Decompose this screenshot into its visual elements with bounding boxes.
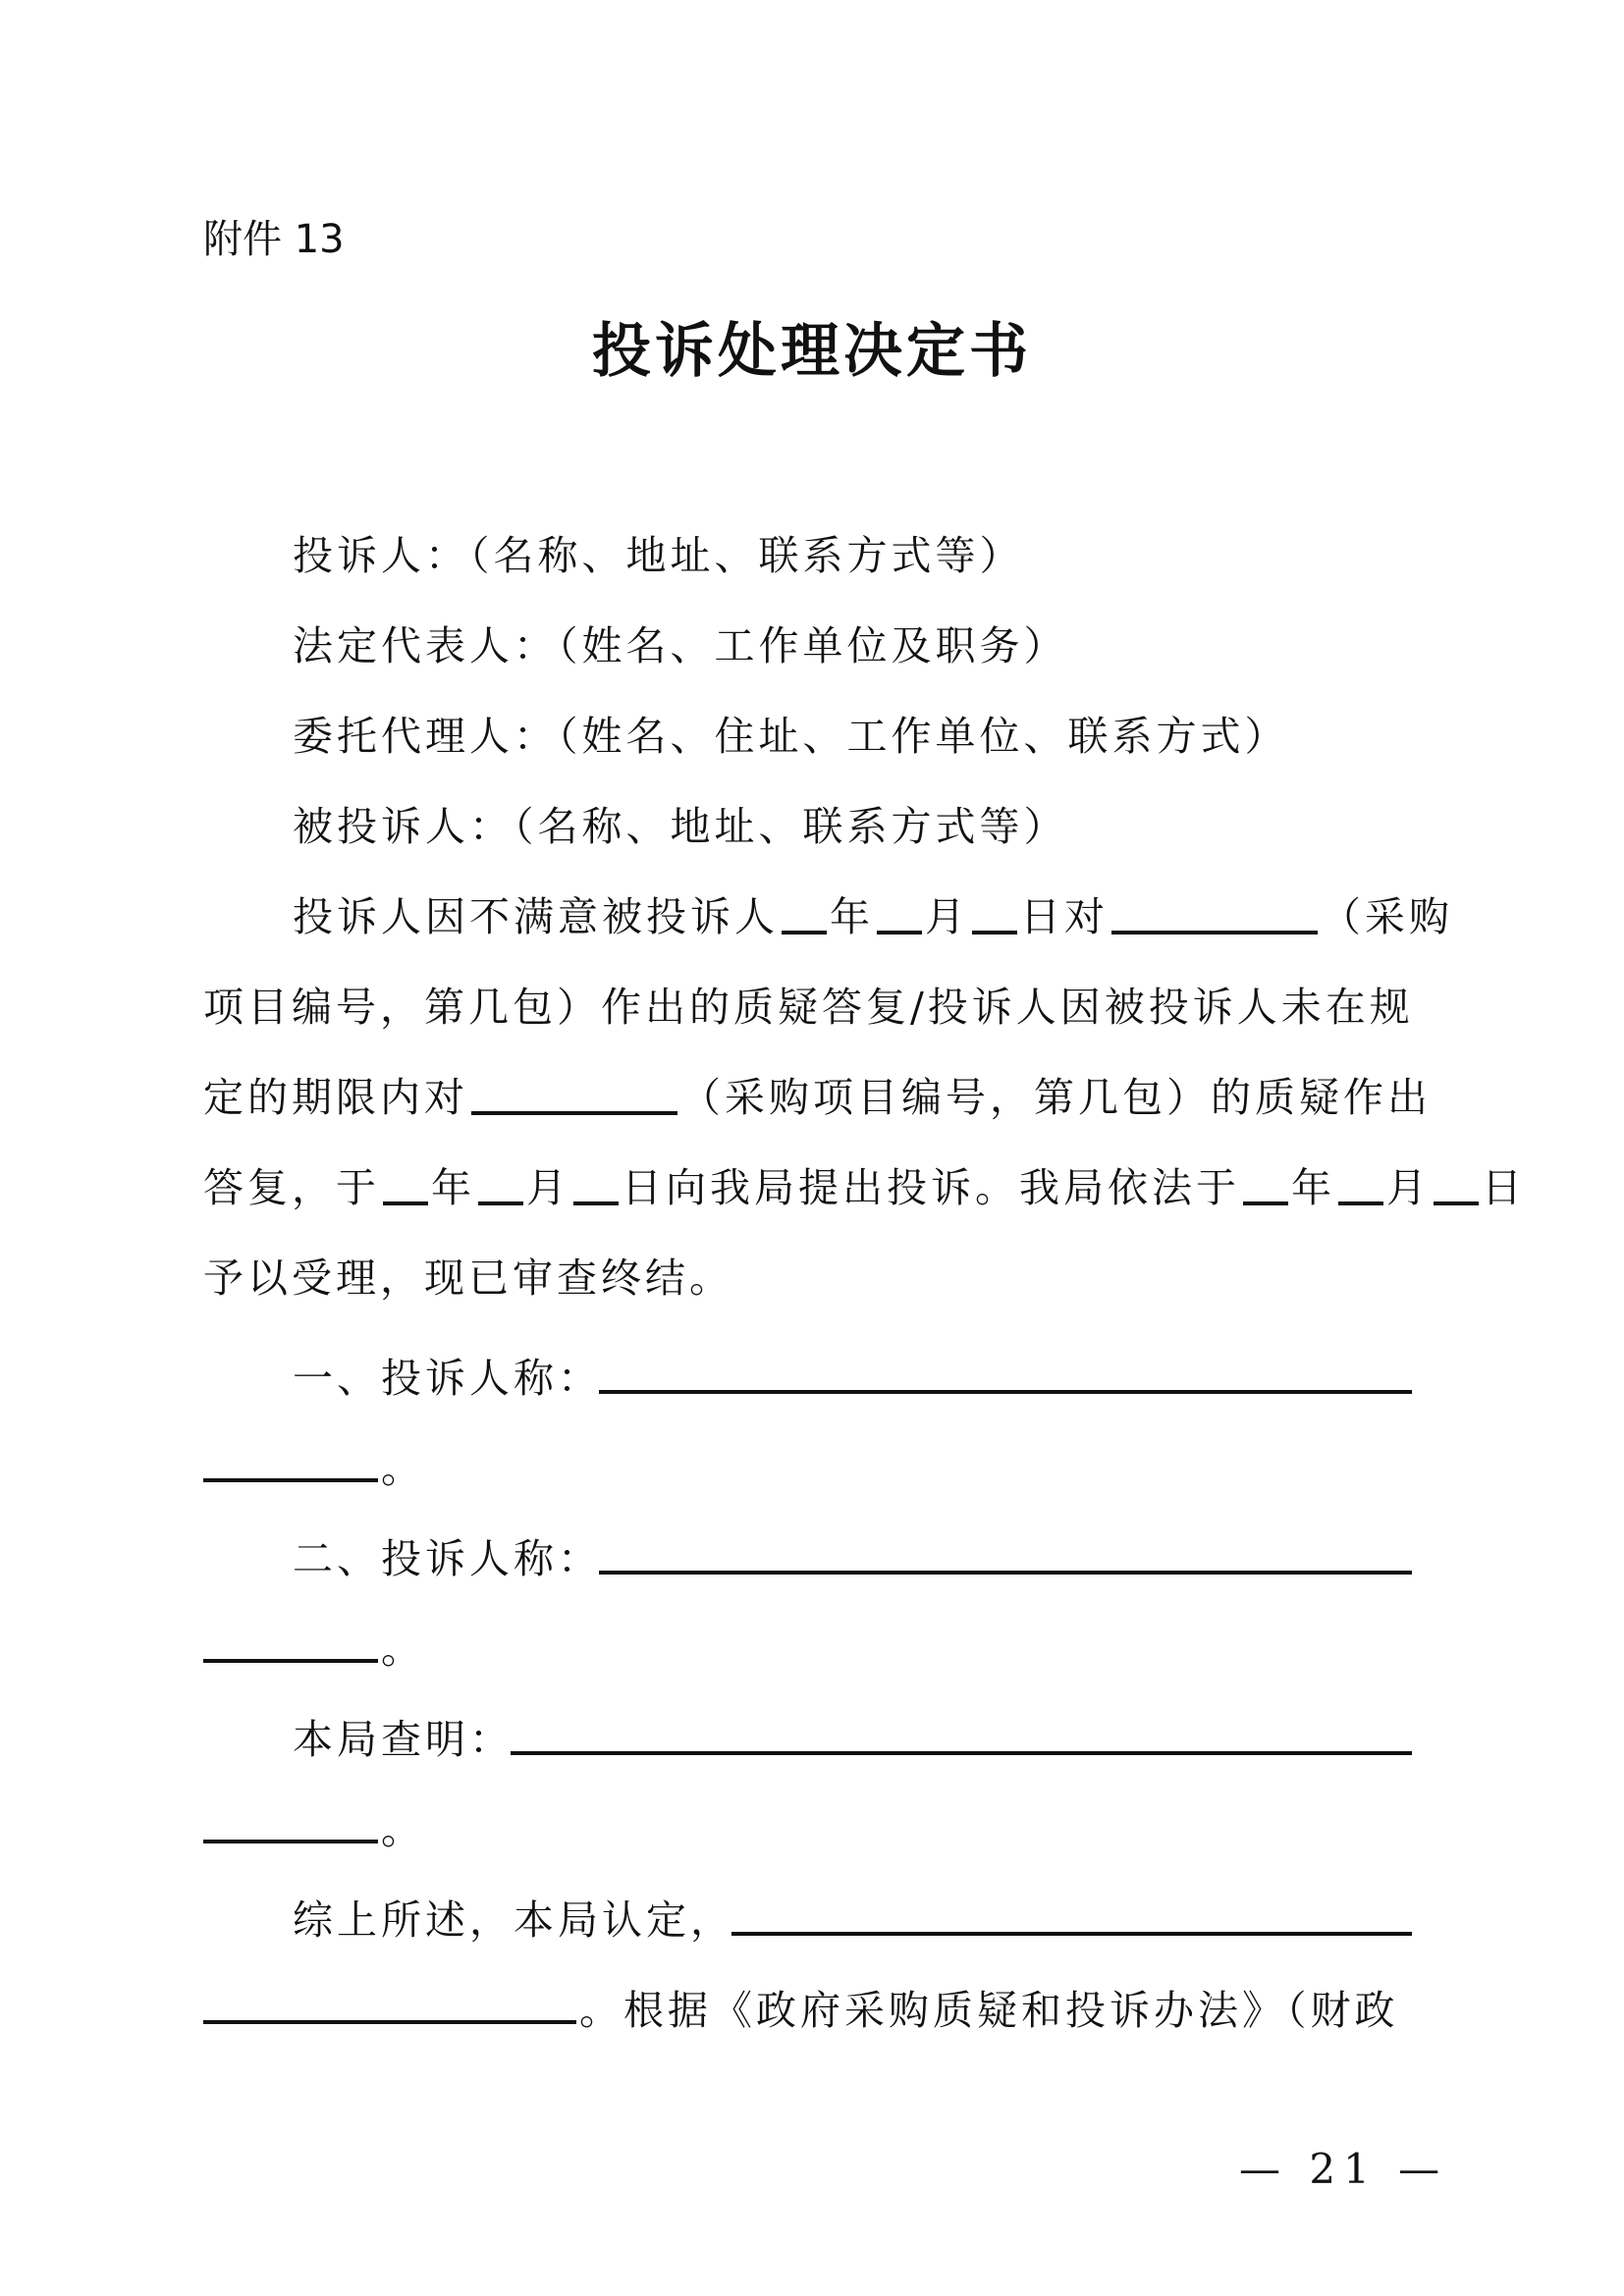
section-one-rule-cont[interactable] [203, 1478, 378, 1482]
findings-label: 本局查明： [293, 1716, 514, 1763]
complaint-day-blank[interactable] [573, 1162, 619, 1205]
section-two-rule[interactable] [599, 1571, 1412, 1575]
section-one-period: 。 [381, 1445, 425, 1492]
section-two-period: 。 [381, 1626, 425, 1673]
project-blank-1[interactable] [1111, 891, 1318, 934]
document-title: 投诉处理决定书 [592, 317, 1032, 386]
paragraph-line-4: 答复，于 年 月 日向我局提出投诉。我局依法于 年 月 日 [203, 1164, 1526, 1211]
conclusion-label: 综上所述，本局认定， [293, 1896, 734, 1944]
annex-label: 附件 13 [203, 217, 345, 262]
accept-year-blank[interactable] [1243, 1162, 1288, 1205]
section-one-rule[interactable] [599, 1390, 1412, 1394]
paragraph-line-2: 项目编号，第几包）作出的质疑答复/投诉人因被投诉人未在规 [203, 984, 1414, 1031]
day-blank[interactable] [972, 891, 1017, 934]
section-two-rule-cont[interactable] [203, 1659, 378, 1663]
paragraph-line-1: 投诉人因不满意被投诉人 年 月 日对 （采购 [293, 893, 1453, 940]
section-two-label: 二、投诉人称： [293, 1535, 602, 1582]
accept-month-blank[interactable] [1338, 1162, 1383, 1205]
project-blank-2[interactable] [471, 1072, 677, 1115]
month-blank[interactable] [877, 891, 922, 934]
paragraph-line-5: 予以受理，现已审查终结。 [203, 1255, 733, 1302]
legal-representative-line: 法定代表人：（姓名、工作单位及职务） [293, 622, 1068, 669]
year-blank[interactable] [782, 891, 827, 934]
agent-line: 委托代理人：（姓名、住址、工作单位、联系方式） [293, 713, 1289, 760]
conclusion-rule[interactable] [731, 1932, 1412, 1936]
respondent-line: 被投诉人：（名称、地址、联系方式等） [293, 803, 1068, 850]
findings-rule[interactable] [511, 1751, 1412, 1755]
page-number: — 21 — [1239, 2145, 1448, 2193]
legal-basis-text: 。根据《政府采购质疑和投诉办法》（财政 [579, 1987, 1399, 2034]
section-one-label: 一、投诉人称： [293, 1355, 602, 1402]
accept-day-blank[interactable] [1434, 1162, 1479, 1205]
conclusion-rule-cont[interactable] [203, 2020, 576, 2024]
complaint-month-blank[interactable] [478, 1162, 523, 1205]
findings-period: 。 [381, 1806, 425, 1853]
paragraph-line-3: 定的期限内对 （采购项目编号，第几包）的质疑作出 [203, 1074, 1432, 1121]
findings-rule-cont[interactable] [203, 1840, 378, 1843]
complainant-line: 投诉人：（名称、地址、联系方式等） [293, 532, 1024, 579]
complaint-year-blank[interactable] [383, 1162, 428, 1205]
